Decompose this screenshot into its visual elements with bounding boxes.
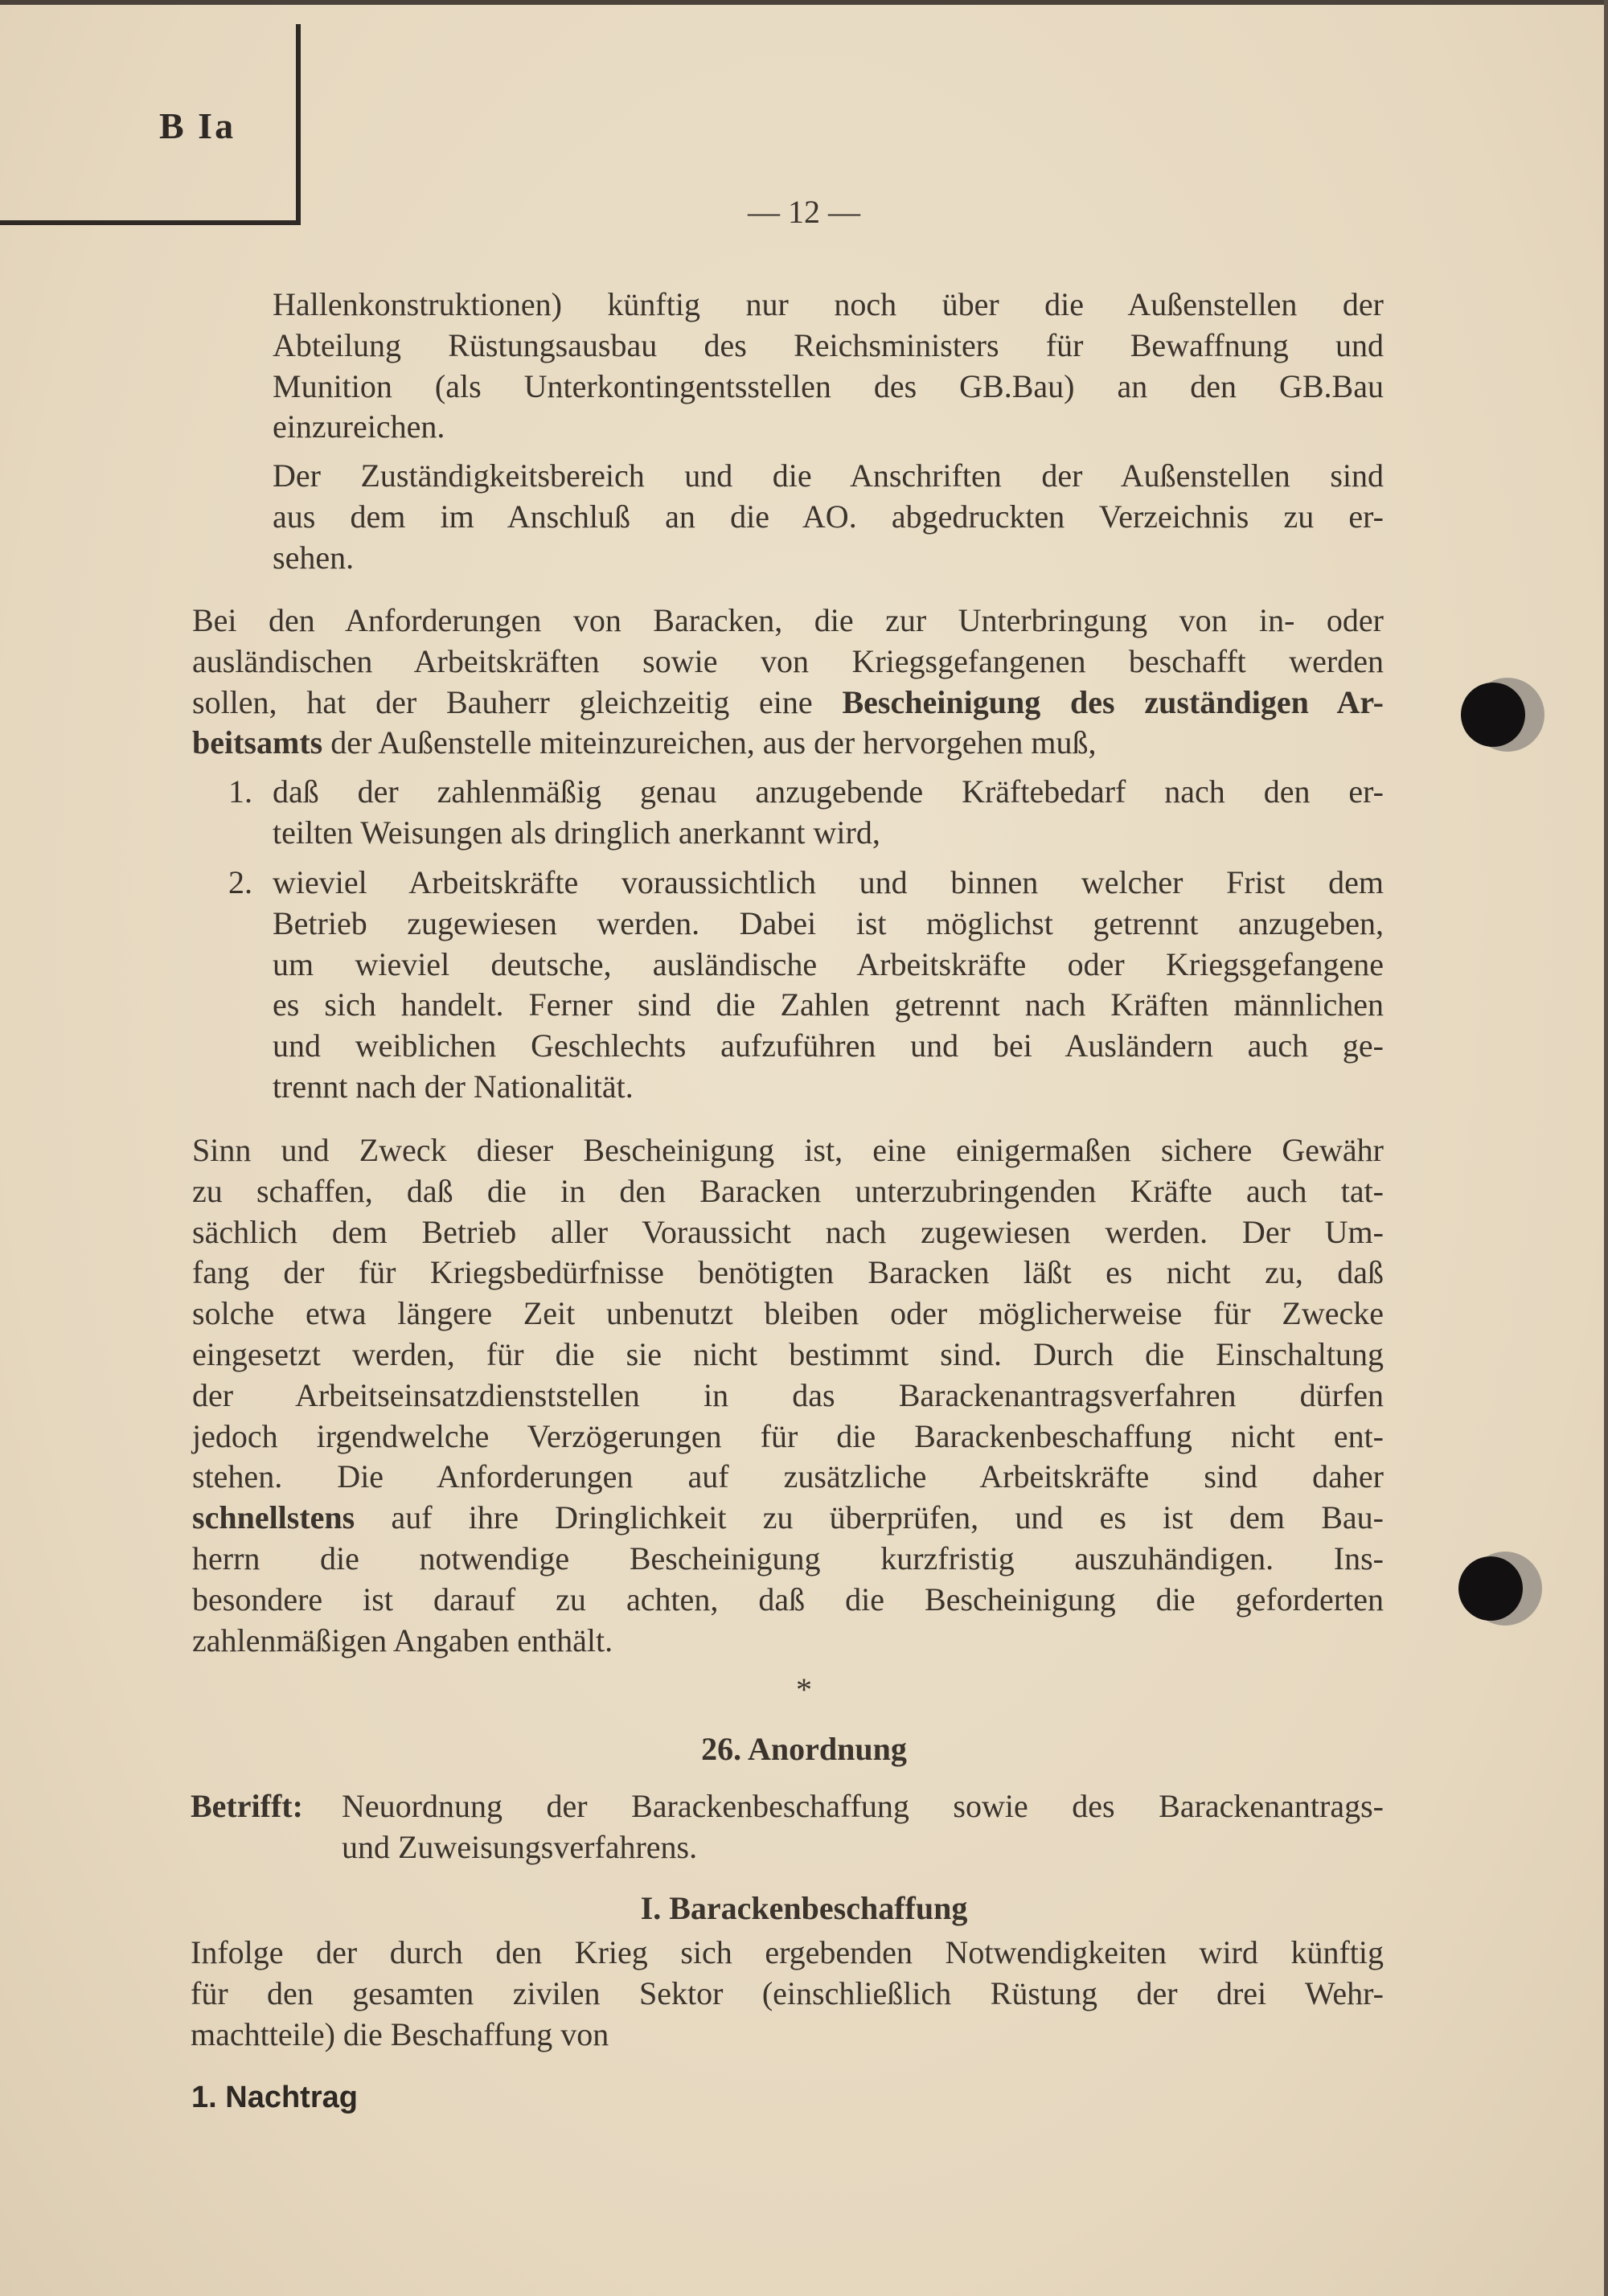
text-line: Abteilung Rüstungsausbau des Reichsministers für Bewaffnung und bbox=[273, 326, 1384, 363]
text-line: zu schaffen, daß die in den Baracken unterzubringenden Kräfte auch tat- bbox=[192, 1172, 1384, 1209]
section-heading: 26. Anordnung bbox=[701, 1731, 907, 1767]
betrifft-text bbox=[342, 1786, 1384, 1868]
text-line: der Arbeitseinsatzdienststellen in das Barackenantragsverfahren dürfen bbox=[192, 1376, 1384, 1413]
separator-asterisk: * bbox=[796, 1671, 812, 1708]
text-line: stehen. Die Anforderungen auf zusätzliche Arbeitskräfte sind daher bbox=[192, 1458, 1384, 1495]
text-line: Sinn und Zweck dieser Bescheinigung ist, eine einigermaßen sichere Gewähr bbox=[192, 1132, 1384, 1168]
text-line: Betrieb zugewiesen werden. Dabei ist möglichst getrennt anzugeben, bbox=[273, 904, 1384, 941]
text-line: Infolge der durch den Krieg sich ergebenden Notwendigkeiten wird künftig bbox=[191, 1934, 1384, 1970]
text-line bbox=[192, 723, 1384, 764]
bold-text: Bescheinigung des zuständigen Ar- bbox=[842, 683, 1384, 720]
text-line: sehen. bbox=[273, 539, 355, 576]
scan-edge-top bbox=[0, 0, 1608, 5]
section-label: B Ia bbox=[159, 105, 236, 146]
text-line: Hallenkonstruktionen) künftig nur noch über die Außenstellen der bbox=[273, 286, 1384, 322]
paragraph-3 bbox=[192, 601, 1384, 764]
text-line: um wieviel deutsche, ausländische Arbeitskräfte oder Kriegsgefangene bbox=[273, 945, 1384, 982]
list-number: 2. bbox=[228, 864, 252, 900]
list-item-1 bbox=[273, 772, 1384, 854]
text-line: zahlenmäßigen Angaben enthält. bbox=[192, 1622, 613, 1658]
text-line: aus dem im Anschluß an die AO. abgedruckten Verzeichnis zu er- bbox=[273, 498, 1384, 535]
text-line: Munition (als Unterkontingentsstellen des GB.Bau) an den GB.Bau bbox=[273, 367, 1384, 404]
text-line: eingesetzt werden, für die sie nicht bestimmt sind. Durch die Einschaltung bbox=[192, 1335, 1384, 1372]
text-line: herrn die notwendige Bescheinigung kurzfristig auszuhändigen. Ins- bbox=[192, 1540, 1384, 1576]
text-line: machtteile) die Beschaffung von bbox=[191, 2015, 609, 2052]
text-line: für den gesamten zivilen Sektor (einschließlich Rüstung der drei Wehr- bbox=[191, 1974, 1384, 2011]
list-item-2 bbox=[273, 863, 1384, 1108]
text-segment: sollen, hat der Bauherr gleichzeitig eine bbox=[192, 683, 843, 720]
text-line: jedoch irgendwelche Verzögerungen für die Barackenbeschaffung nicht ent- bbox=[192, 1417, 1384, 1454]
paragraph-5 bbox=[191, 1933, 1384, 2055]
betrifft-label: Betrifft: bbox=[191, 1788, 303, 1824]
text-line: Bei den Anforderungen von Baracken, die zur Unterbringung von in- oder bbox=[192, 602, 1384, 638]
text-line: es sich handelt. Ferner sind die Zahlen getrennt nach Kräften männlichen bbox=[273, 986, 1384, 1023]
scan-edge-right bbox=[1604, 0, 1608, 2296]
text-line bbox=[192, 683, 1384, 724]
text-line: besondere ist darauf zu achten, daß die Bescheinigung die geforderten bbox=[192, 1581, 1384, 1617]
punch-hole bbox=[1461, 683, 1525, 747]
paragraph-4 bbox=[192, 1130, 1384, 1661]
text-line: und Zuweisungsverfahrens. bbox=[342, 1828, 698, 1865]
paragraph-1 bbox=[273, 285, 1384, 448]
text-line: trennt nach der Nationalität. bbox=[273, 1068, 634, 1105]
text-line: ausländischen Arbeitskräften sowie von Kriegsgefangenen beschafft werden bbox=[192, 642, 1384, 679]
text-line: daß der zahlenmäßig genau anzugebende Kräftebedarf nach den er- bbox=[273, 773, 1384, 810]
text-line: fang der für Kriegsbedürfnisse benötigten Baracken läßt es nicht zu, daß bbox=[192, 1254, 1384, 1291]
text-segment: auf ihre Dringlichkeit zu überprüfen, und es ist dem Bau- bbox=[355, 1499, 1384, 1536]
text-line bbox=[192, 1498, 1384, 1539]
list-number: 1. bbox=[228, 773, 252, 810]
page-number: — 12 — bbox=[748, 194, 860, 230]
subheading: I. Barackenbeschaffung bbox=[640, 1890, 968, 1926]
paragraph-2 bbox=[273, 456, 1384, 578]
text-segment: der Außenstelle miteinzureichen, aus der hervorgehen muß, bbox=[322, 724, 1097, 761]
text-line: sächlich dem Betrieb aller Voraussicht nach zugewiesen werden. Der Um- bbox=[192, 1213, 1384, 1250]
footer-note: 1. Nachtrag bbox=[191, 2081, 358, 2114]
text-line: und weiblichen Geschlechts aufzuführen und bei Ausländern auch ge- bbox=[273, 1027, 1384, 1064]
text-line: solche etwa längere Zeit unbenutzt bleiben oder möglicherweise für Zwecke bbox=[192, 1295, 1384, 1332]
bold-text: beitsamts bbox=[192, 724, 323, 761]
text-line: einzureichen. bbox=[273, 408, 445, 445]
punch-hole bbox=[1458, 1556, 1523, 1621]
text-line: Neuordnung der Barackenbeschaffung sowie des Barackenantrags- bbox=[342, 1788, 1384, 1824]
bold-text: schnellstens bbox=[192, 1499, 355, 1536]
text-line: wieviel Arbeitskräfte voraussichtlich und binnen welcher Frist dem bbox=[273, 864, 1384, 900]
text-line: Der Zuständigkeitsbereich und die Anschriften der Außenstellen sind bbox=[273, 457, 1384, 494]
text-line: teilten Weisungen als dringlich anerkannt wird, bbox=[273, 814, 880, 851]
